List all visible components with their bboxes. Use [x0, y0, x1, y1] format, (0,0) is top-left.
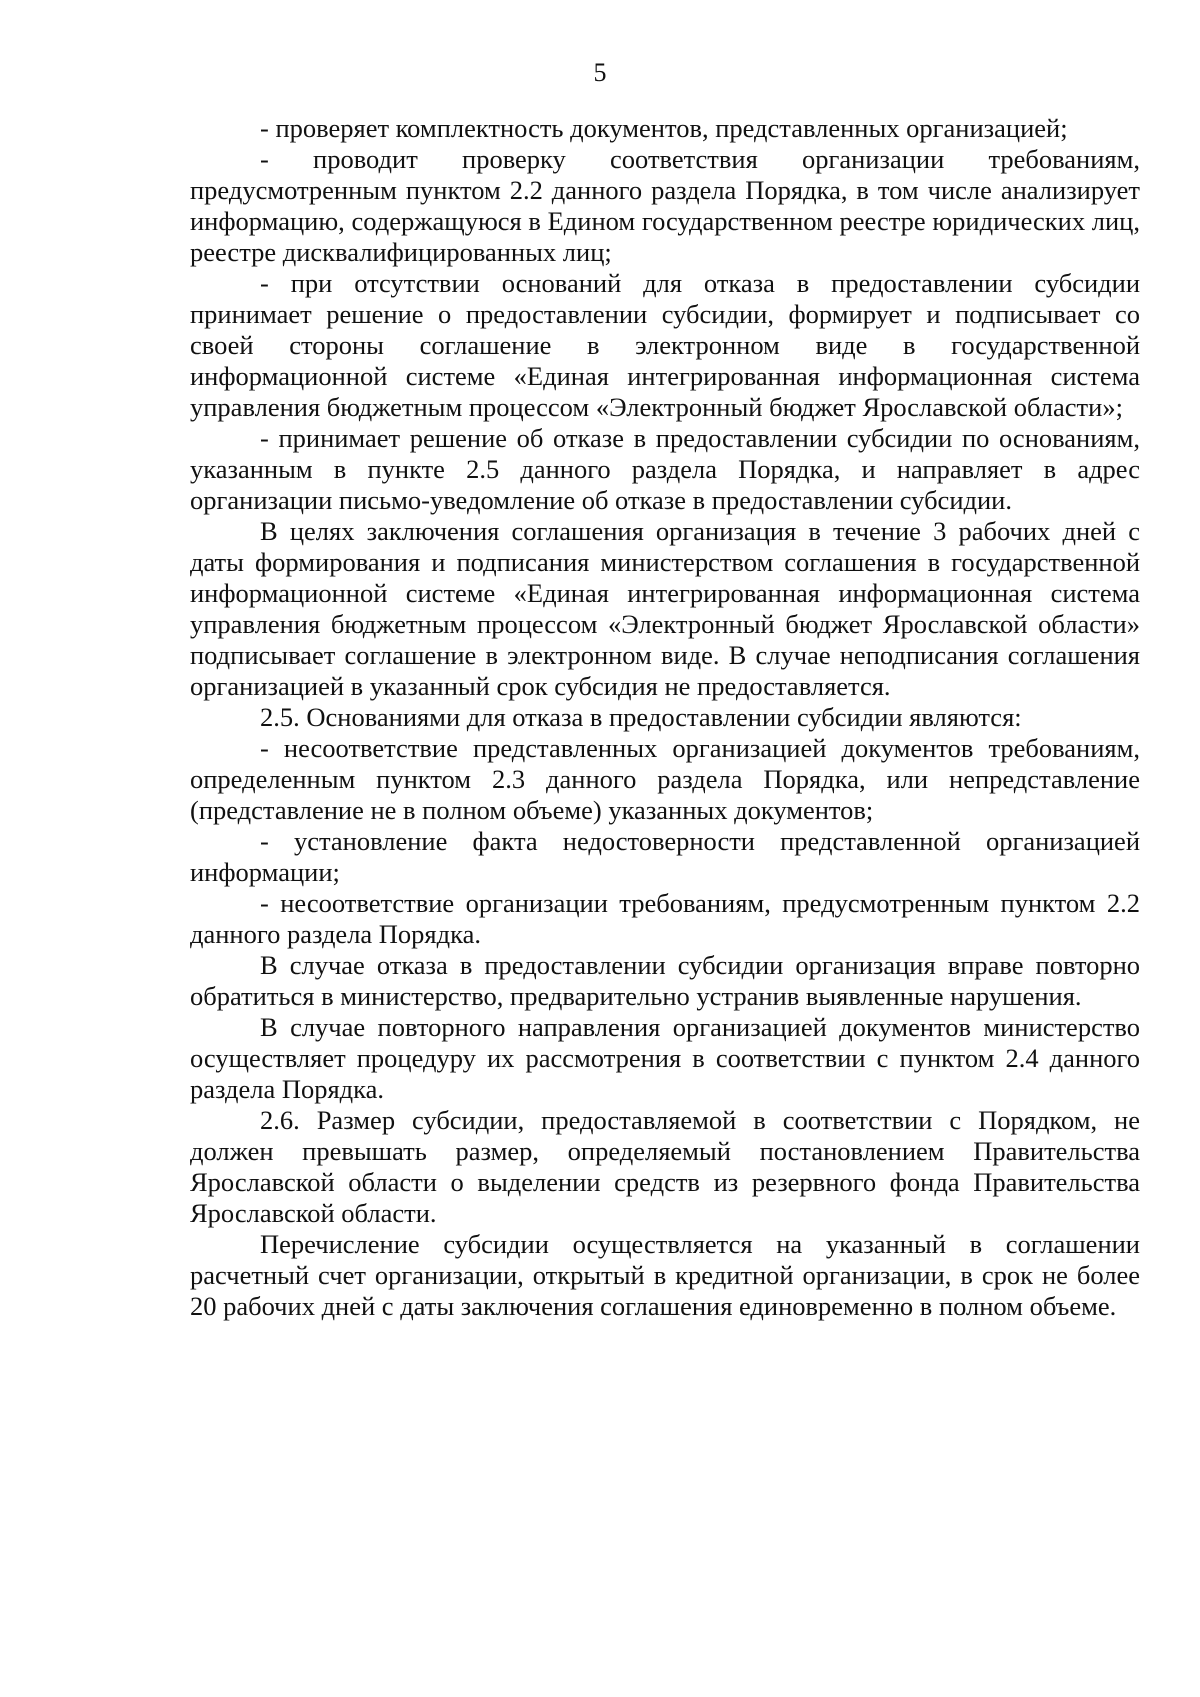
paragraph-refusal-requirements: - несоответствие организации требованиям, предусмотренным пунктом 2.2 данного раздела Порядка. [190, 888, 1140, 949]
paragraph-subsidy-transfer: Перечисление субсидии осуществляется на указанный в соглашении расчетный счет организации, открытый в кредитной организации, в срок не более 20 рабочих дней с даты заключения соглашения единовременно в полном объеме. [190, 1229, 1140, 1321]
paragraph-refusal-false-info: - установление факта недостоверности представленной организацией информации; [190, 826, 1140, 887]
paragraph-decision-grant: - при отсутствии оснований для отказа в предоставлении субсидии принимает решение о предоставлении субсидии, формирует и подписывает со своей стороны соглашение в электронном виде в государственной информационной системе «Единая интегрированная информационная система управления бюджетным процессом «Электронный бюджет Ярославской области»; [190, 268, 1140, 422]
paragraph-repeat-application: В случае отказа в предоставлении субсидии организация вправе повторно обратиться в министерство, предварительно устранив выявленные нарушения. [190, 950, 1140, 1011]
paragraph-decision-refuse: - принимает решение об отказе в предоставлении субсидии по основаниям, указанным в пункте 2.5 данного раздела Порядка, и направляет в адрес организации письмо-уведомление об отказе в предоставлении субсидии. [190, 423, 1140, 515]
document-body [190, 113, 1140, 1322]
paragraph-agreement-signing: В целях заключения соглашения организация в течение 3 рабочих дней с даты формирования и подписания министерством соглашения в государственной информационной системе «Единая интегрированная информационная система управления бюджетным процессом «Электронный бюджет Ярославской области» подписывает соглашение в электронном виде. В случае неподписания соглашения организацией в указанный срок субсидия не предоставляется. [190, 516, 1140, 701]
paragraph-check-compliance: - проводит проверку соответствия организации требованиям, предусмотренным пунктом 2.2 данного раздела Порядка, в том числе анализирует информацию, содержащуюся в Едином государственном реестре юридических лиц, реестре дисквалифицированных лиц; [190, 144, 1140, 267]
paragraph-refusal-documents: - несоответствие представленных организацией документов требованиям, определенным пунктом 2.3 данного раздела Порядка, или непредставление (представление не в полном объеме) указанных документов; [190, 733, 1140, 825]
paragraph-2-5-heading: 2.5. Основаниями для отказа в предоставлении субсидии являются: [260, 702, 1022, 732]
paragraph-2-6-subsidy-size: 2.6. Размер субсидии, предоставляемой в соответствии с Порядком, не должен превышать размер, определяемый постановлением Правительства Ярославской области о выделении средств из резервного фонда Правительства Ярославской области. [190, 1105, 1140, 1228]
paragraph-repeat-review: В случае повторного направления организацией документов министерство осуществляет процедуру их рассмотрения в соответствии с пунктом 2.4 данного раздела Порядка. [190, 1012, 1140, 1104]
paragraph-check-completeness: - проверяет комплектность документов, представленных организацией; [260, 113, 1068, 143]
page-number: 5 [593, 58, 607, 87]
